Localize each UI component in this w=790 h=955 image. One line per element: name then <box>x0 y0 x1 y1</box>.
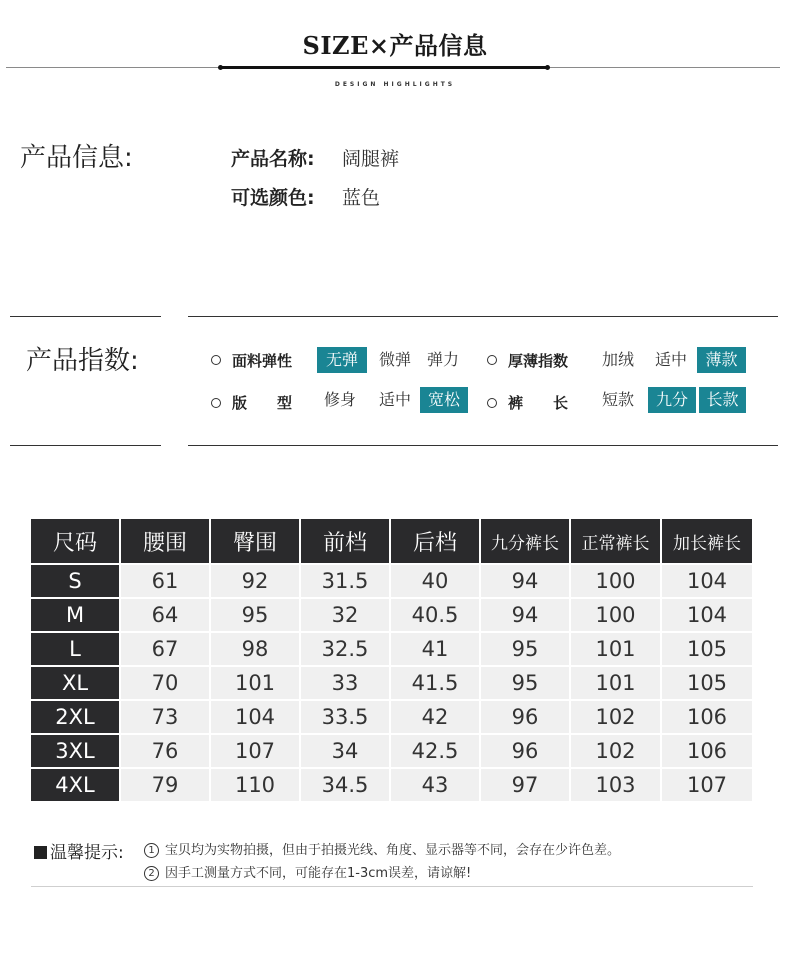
circle-bullet-icon <box>211 398 221 408</box>
table-cell: 106 <box>662 701 752 733</box>
table-cell: 107 <box>211 735 299 767</box>
table-cell: 96 <box>481 735 569 767</box>
notes-label-wrap <box>34 838 124 863</box>
table-row <box>31 633 756 667</box>
product-name-label: 产品名称: <box>231 148 315 170</box>
index-option-fit-2: 适中 <box>378 390 411 409</box>
index-option-fit-1: 修身 <box>323 390 356 409</box>
index-label-fit: 版 型 <box>232 394 293 412</box>
table-cell: 104 <box>662 565 752 597</box>
table-cell: 33.5 <box>301 701 389 733</box>
notes-divider <box>31 886 753 887</box>
note-item <box>144 839 620 858</box>
circle-bullet-icon <box>211 355 221 365</box>
size-label-cell: L <box>31 633 119 665</box>
index-option-fit-3: 宽松 <box>420 387 468 413</box>
table-cell: 34.5 <box>301 769 389 801</box>
table-cell: 103 <box>571 769 660 801</box>
table-cell: 101 <box>571 633 660 665</box>
header-dot-right <box>545 65 550 70</box>
index-option-thickness-1: 加绒 <box>601 350 634 369</box>
table-row <box>31 701 756 735</box>
index-option-length-3: 长款 <box>699 387 746 413</box>
index-option-length-2: 九分 <box>648 387 696 413</box>
table-cell: 94 <box>481 599 569 631</box>
table-cell: 33 <box>301 667 389 699</box>
table-row <box>31 735 756 769</box>
circled-number-icon: 1 <box>144 843 159 858</box>
table-row <box>31 599 756 633</box>
table-cell: 96 <box>481 701 569 733</box>
table-cell: 102 <box>571 701 660 733</box>
header-cell: 九分裤长 <box>481 519 569 563</box>
circle-bullet-icon <box>487 355 497 365</box>
header-cell: 尺码 <box>31 519 119 563</box>
index-label-thickness: 厚薄指数 <box>508 352 569 370</box>
header-cell: 前档 <box>301 519 389 563</box>
table-cell: 67 <box>121 633 209 665</box>
size-label-cell: XL <box>31 667 119 699</box>
index-option-thickness-3: 薄款 <box>697 347 746 373</box>
page-subtitle: DESIGN HIGHLIGHTS <box>334 81 456 88</box>
size-table-body <box>31 565 756 803</box>
header-cell: 臀围 <box>211 519 299 563</box>
table-cell: 101 <box>571 667 660 699</box>
table-cell: 104 <box>211 701 299 733</box>
circled-number-icon: 2 <box>144 866 159 881</box>
table-cell: 31.5 <box>301 565 389 597</box>
page-title: SIZE×产品信息 <box>302 31 488 60</box>
index-option-thickness-2: 适中 <box>654 350 687 369</box>
index-rule-top-right <box>188 316 778 317</box>
index-rule-bottom-left <box>10 445 161 446</box>
circle-bullet-icon <box>487 398 497 408</box>
table-cell: 73 <box>121 701 209 733</box>
index-rule-top-left <box>10 316 161 317</box>
index-option-length-1: 短款 <box>601 390 634 409</box>
note-text: 宝贝均为实物拍摄，但由于拍摄光线、角度、显示器等不同，会存在少许色差。 <box>165 843 621 858</box>
product-color-label: 可选颜色: <box>231 187 315 209</box>
size-table <box>31 519 756 803</box>
table-row <box>31 769 756 803</box>
index-label-length: 裤 长 <box>508 394 569 412</box>
size-label-cell: M <box>31 599 119 631</box>
index-option-elasticity-2: 微弹 <box>378 350 411 369</box>
size-label-cell: S <box>31 565 119 597</box>
table-cell: 32.5 <box>301 633 389 665</box>
table-cell: 92 <box>211 565 299 597</box>
size-table-header <box>31 519 756 565</box>
note-item <box>144 862 471 881</box>
table-cell: 40.5 <box>391 599 479 631</box>
header-accent-bar <box>221 66 548 69</box>
table-cell: 76 <box>121 735 209 767</box>
note-text: 因手工测量方式不同，可能存在1-3cm误差，请谅解! <box>165 866 472 881</box>
table-cell: 105 <box>662 633 752 665</box>
square-bullet-icon <box>34 846 47 859</box>
size-label-cell: 4XL <box>31 769 119 801</box>
table-cell: 101 <box>211 667 299 699</box>
header-cell: 后档 <box>391 519 479 563</box>
table-cell: 100 <box>571 599 660 631</box>
table-cell: 95 <box>481 633 569 665</box>
table-cell: 110 <box>211 769 299 801</box>
index-option-elasticity-1: 无弹 <box>317 347 367 373</box>
table-row <box>31 667 756 701</box>
table-cell: 61 <box>121 565 209 597</box>
table-cell: 104 <box>662 599 752 631</box>
header-dot-left <box>218 65 223 70</box>
size-label-cell: 3XL <box>31 735 119 767</box>
table-cell: 41 <box>391 633 479 665</box>
table-cell: 107 <box>662 769 752 801</box>
table-cell: 105 <box>662 667 752 699</box>
table-cell: 102 <box>571 735 660 767</box>
index-label-elasticity: 面料弹性 <box>232 352 293 370</box>
header-cell: 正常裤长 <box>571 519 660 563</box>
table-cell: 100 <box>571 565 660 597</box>
table-cell: 97 <box>481 769 569 801</box>
product-info-heading: 产品信息: <box>20 143 133 173</box>
table-cell: 43 <box>391 769 479 801</box>
table-cell: 79 <box>121 769 209 801</box>
index-rule-bottom-right <box>188 445 778 446</box>
table-cell: 70 <box>121 667 209 699</box>
table-cell: 98 <box>211 633 299 665</box>
table-cell: 41.5 <box>391 667 479 699</box>
product-color-value: 蓝色 <box>342 187 381 209</box>
table-cell: 106 <box>662 735 752 767</box>
table-cell: 95 <box>481 667 569 699</box>
table-cell: 32 <box>301 599 389 631</box>
table-cell: 40 <box>391 565 479 597</box>
table-cell: 42.5 <box>391 735 479 767</box>
table-cell: 94 <box>481 565 569 597</box>
product-name-value: 阔腿裤 <box>342 148 400 170</box>
size-label-cell: 2XL <box>31 701 119 733</box>
index-option-elasticity-3: 弹力 <box>426 350 459 369</box>
header-cell: 加长裤长 <box>662 519 752 563</box>
product-index-heading: 产品指数: <box>26 346 139 376</box>
table-cell: 42 <box>391 701 479 733</box>
table-cell: 95 <box>211 599 299 631</box>
notes-label: 温馨提示: <box>50 843 124 863</box>
table-cell: 34 <box>301 735 389 767</box>
header-cell: 腰围 <box>121 519 209 563</box>
table-cell: 64 <box>121 599 209 631</box>
table-row <box>31 565 756 599</box>
